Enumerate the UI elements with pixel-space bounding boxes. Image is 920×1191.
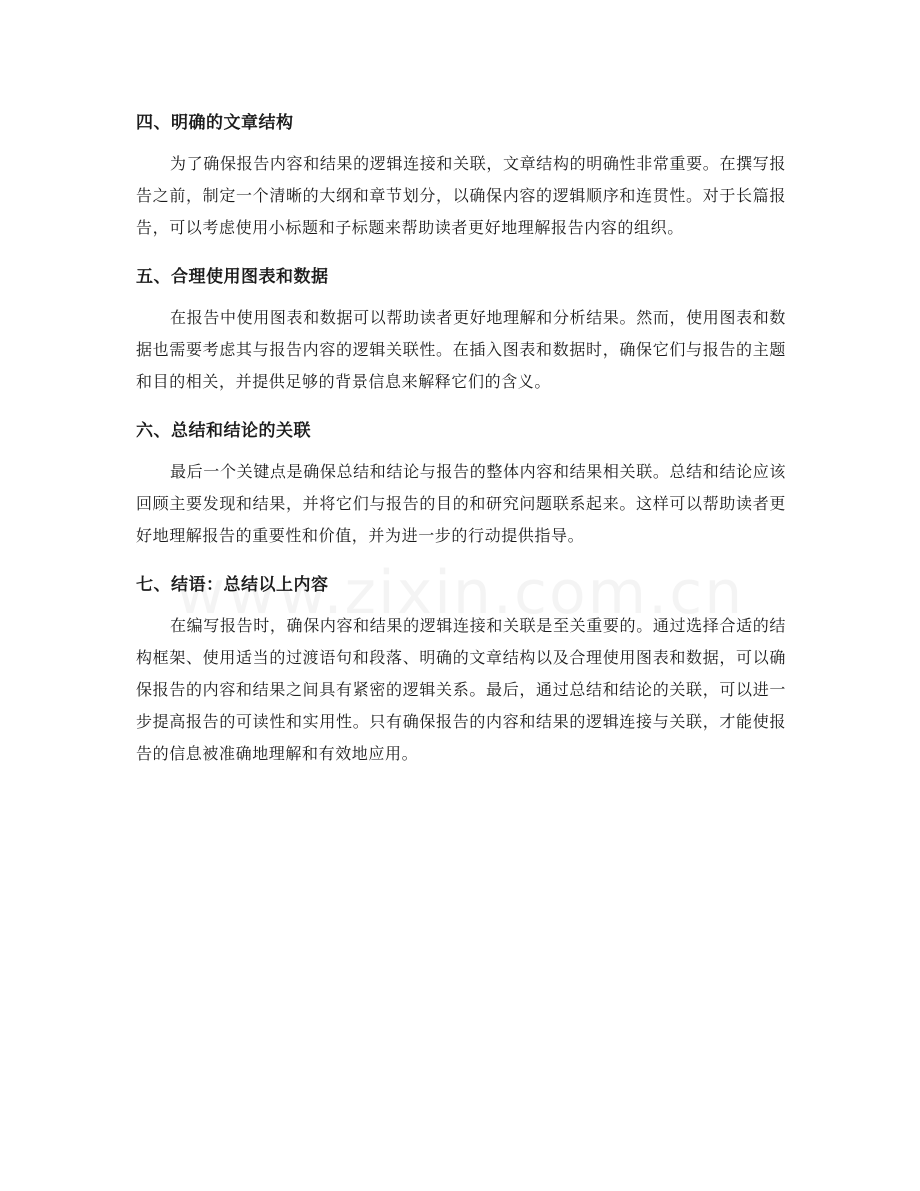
section-6: [136, 412, 786, 552]
section-heading: 六、总结和结论的关联: [136, 421, 311, 441]
section-paragraph: 在报告中使用图表和数据可以帮助读者更好地理解和分析结果。然而，使用图表和数据也需要考虑其与报告内容的逻辑关联性。在插入图表和数据时，确保它们与报告的主题和目的相关，并提供足够的背景信息来解释它们的含义。: [136, 308, 786, 391]
section-paragraph: 在编写报告时，确保内容和结果的逻辑连接和关联是至关重要的。通过选择合适的结构框架、使用适当的过渡语句和段落、明确的文章结构以及合理使用图表和数据，可以确保报告的内容和结果之间具有紧密的逻辑关系。最后，通过总结和结论的关联，可以进一步提高报告的可读性和实用性。只有确保报告的内容和结果的逻辑连接与关联，才能使报告的信息被准确地理解和有效地应用。: [136, 616, 786, 763]
section-7: [136, 566, 786, 770]
section-5: [136, 258, 786, 398]
section-paragraph: 为了确保报告内容和结果的逻辑连接和关联，文章结构的明确性非常重要。在撰写报告之前，制定一个清晰的大纲和章节划分，以确保内容的逻辑顺序和连贯性。对于长篇报告，可以考虑使用小标题和子标题来帮助读者更好地理解报告内容的组织。: [136, 154, 786, 237]
section-paragraph: 最后一个关键点是确保总结和结论与报告的整体内容和结果相关联。总结和结论应该回顾主要发现和结果，并将它们与报告的目的和研究问题联系起来。这样可以帮助读者更好地理解报告的重要性和价值，并为进一步的行动提供指导。: [136, 462, 786, 545]
section-heading: 五、合理使用图表和数据: [136, 267, 329, 287]
document-body: [136, 104, 786, 784]
section-heading: 四、明确的文章结构: [136, 113, 294, 133]
section-4: [136, 104, 786, 244]
section-heading: 七、结语：总结以上内容: [136, 575, 329, 595]
